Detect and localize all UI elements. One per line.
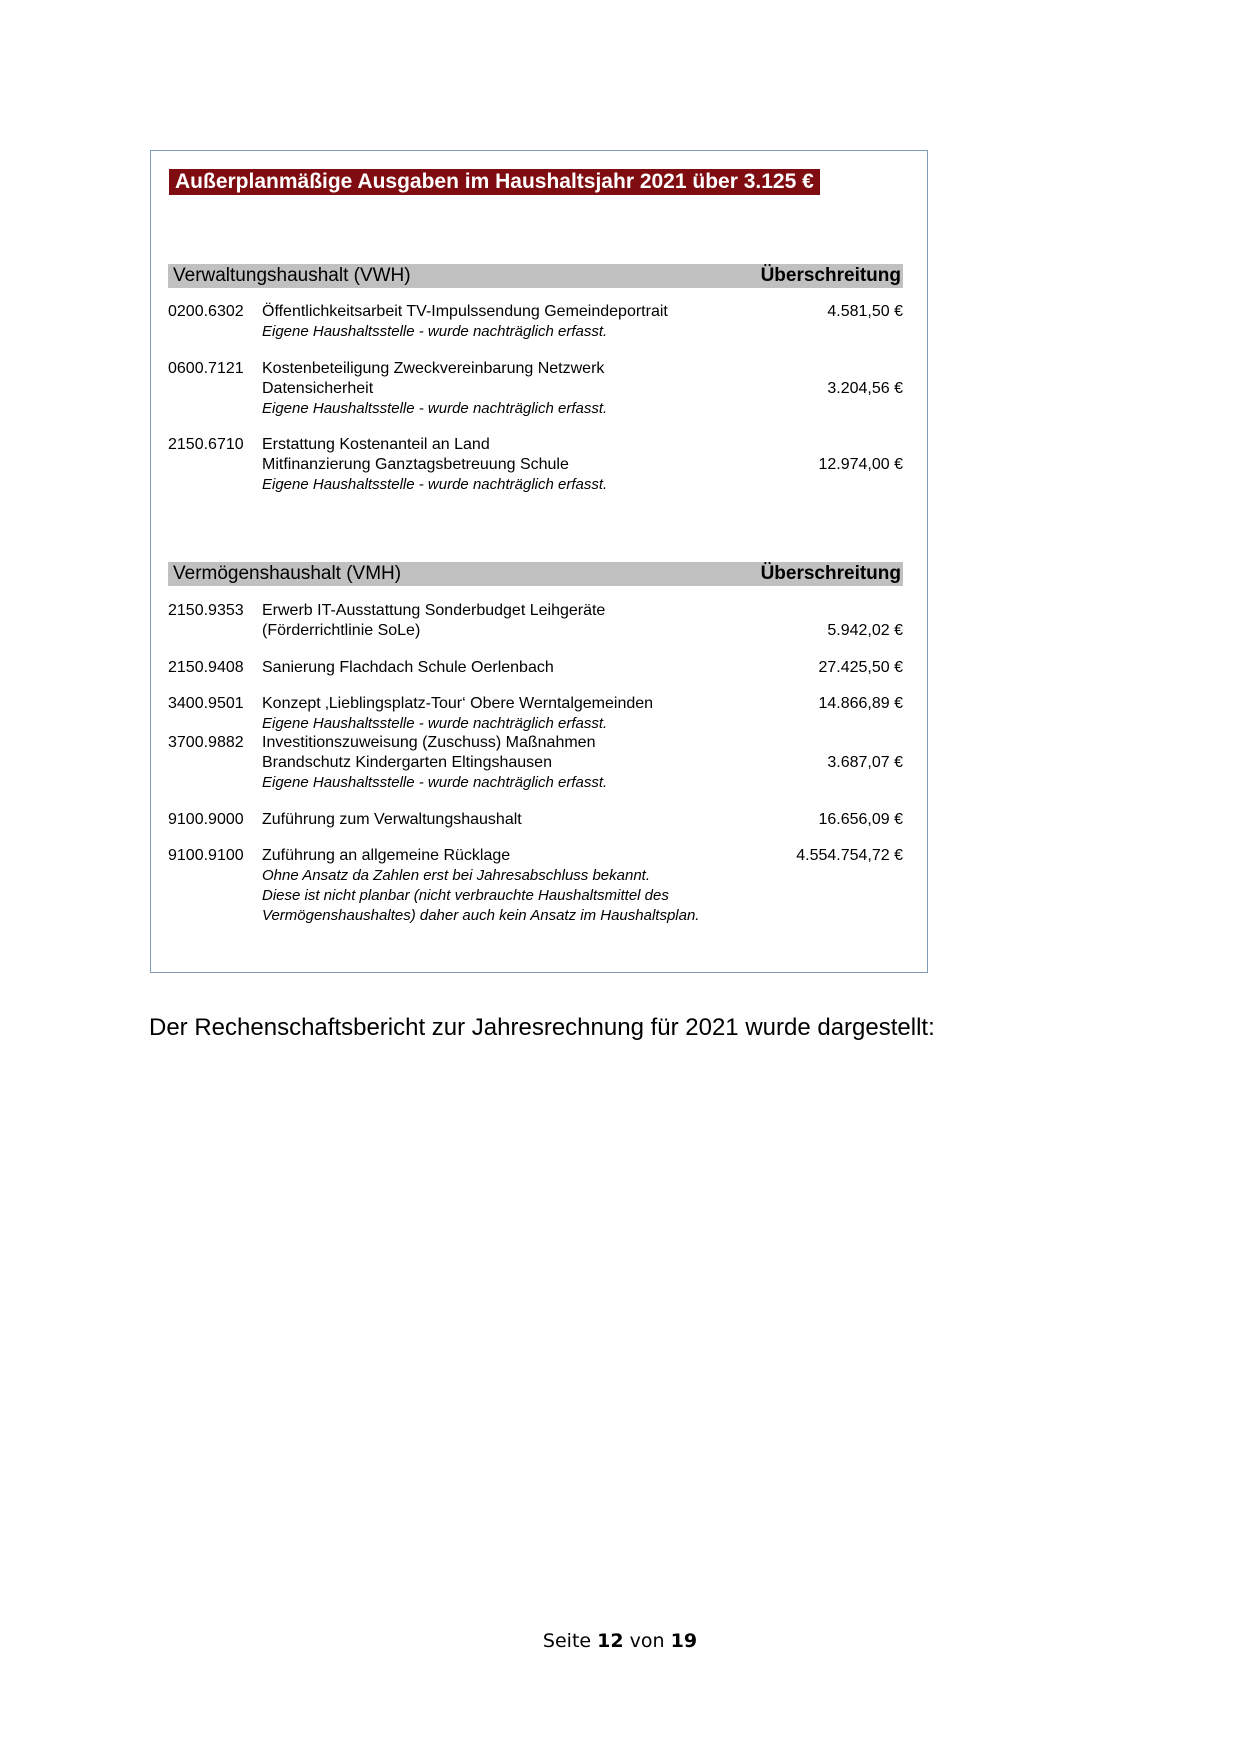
row-amount: 12.974,00 €	[818, 456, 903, 473]
row-amount: 3.687,07 €	[827, 754, 903, 771]
row-description	[262, 810, 782, 830]
row-description	[262, 435, 782, 495]
footer-prefix: Seite	[542, 1630, 592, 1652]
row-description	[262, 359, 782, 419]
row-amount: 4.554.754,72 €	[796, 847, 903, 864]
description-line: Erwerb IT-Ausstattung Sonderbudget Leihgeräte	[262, 602, 606, 619]
row-note: Eigene Haushaltsstelle - wurde nachträglich erfasst.	[262, 476, 608, 493]
account-code: 0600.7121	[168, 360, 244, 377]
account-code: 0200.6302	[168, 303, 244, 320]
row-amount: 4.581,50 €	[827, 303, 903, 320]
row-note: Eigene Haushaltsstelle - wurde nachträglich erfasst.	[262, 400, 608, 417]
section-name-vwh: Verwaltungshaushalt (VWH)	[173, 265, 411, 286]
row-note: Eigene Haushaltsstelle - wurde nachträglich erfasst.	[262, 323, 608, 340]
description-line: Zuführung zum Verwaltungshaushalt	[262, 811, 522, 828]
description-line: Investitionszuweisung (Zuschuss) Maßnahmen	[262, 734, 596, 751]
description-line: Öffentlichkeitsarbeit TV-Impulssendung Gemeindeportrait	[262, 303, 668, 320]
row-amount: 16.656,09 €	[818, 811, 903, 828]
row-description	[262, 733, 782, 793]
description-line: Mitfinanzierung Ganztagsbetreuung Schule	[262, 456, 569, 473]
description-line: Sanierung Flachdach Schule Oerlenbach	[262, 659, 554, 676]
row-note: Diese ist nicht planbar (nicht verbrauchte Haushaltsmittel des	[262, 887, 669, 904]
description-line: Konzept ‚Lieblingsplatz-Tour‘ Obere Werntalgemeinden	[262, 695, 654, 712]
column-header-vwh: Überschreitung	[760, 265, 901, 286]
row-description	[262, 658, 782, 678]
footer-total-pages: 19	[670, 1630, 698, 1652]
section-header-vmh	[168, 562, 903, 586]
column-header-vmh: Überschreitung	[760, 563, 901, 584]
account-code: 9100.9100	[168, 847, 244, 864]
expenditure-table-box	[150, 150, 928, 973]
description-line: Zuführung an allgemeine Rücklage	[262, 847, 511, 864]
account-code: 3700.9882	[168, 734, 244, 751]
row-note: Vermögenshaushaltes) daher auch kein Ansatz im Haushaltsplan.	[262, 907, 700, 924]
section-header-vwh	[168, 264, 903, 288]
account-code: 2150.9353	[168, 602, 244, 619]
row-note: Eigene Haushaltsstelle - wurde nachträglich erfasst.	[262, 774, 608, 791]
row-note: Eigene Haushaltsstelle - wurde nachträglich erfasst.	[262, 715, 608, 732]
row-description	[262, 302, 782, 342]
row-amount: 14.866,89 €	[818, 695, 903, 712]
description-line: Brandschutz Kindergarten Eltingshausen	[262, 754, 552, 771]
row-amount: 5.942,02 €	[827, 622, 903, 639]
row-note: Ohne Ansatz da Zahlen erst bei Jahresabschluss bekannt.	[262, 867, 651, 884]
footer-mid: von	[629, 1630, 665, 1652]
row-description	[262, 601, 782, 641]
account-code: 2150.6710	[168, 436, 244, 453]
account-code: 2150.9408	[168, 659, 244, 676]
description-line: Erstattung Kostenanteil an Land	[262, 436, 490, 453]
row-description	[262, 694, 782, 734]
row-description	[262, 846, 782, 926]
account-code: 3400.9501	[168, 695, 244, 712]
description-line: Kostenbeteiligung Zweckvereinbarung Netzwerk	[262, 360, 605, 377]
footer-page-number: 12	[597, 1630, 624, 1652]
table-title: Außerplanmäßige Ausgaben im Haushaltsjahr 2021 über 3.125 €	[169, 169, 820, 195]
section-name-vmh: Vermögenshaushalt (VMH)	[173, 563, 402, 584]
account-code: 9100.9000	[168, 811, 244, 828]
section-heading: Der Rechenschaftsbericht zur Jahresrechnung für 2021 wurde dargestellt:	[149, 1014, 935, 1041]
page-footer	[0, 1630, 1240, 1652]
description-line: Datensicherheit	[262, 380, 374, 397]
description-line: (Förderrichtlinie SoLe)	[262, 622, 421, 639]
row-amount: 3.204,56 €	[827, 380, 903, 397]
row-amount: 27.425,50 €	[818, 659, 903, 676]
